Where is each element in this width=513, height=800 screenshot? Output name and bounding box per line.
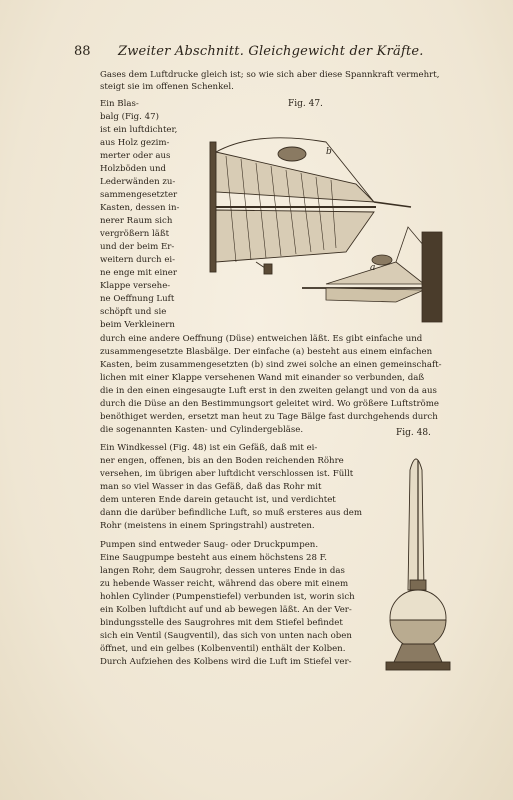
text-line: die sogenannten Kasten- und Cylindergebläse. bbox=[100, 425, 304, 435]
text-line: lichen mit einer Klappe versehenen Wand mit einander so verbunden, daß bbox=[100, 373, 425, 383]
text-line: langen Rohr, dem Saugrohr, dessen unteres Ende in das bbox=[100, 566, 345, 576]
text-line: bindungsstelle des Saugrohres mit dem Stiefel befindet bbox=[100, 618, 343, 628]
text-line: Gases dem Luftdrucke gleich ist; so wie sich aber diese Spannkraft vermehrt, bbox=[100, 70, 440, 80]
text-line: weitern durch ei- bbox=[100, 255, 176, 265]
text-line: ne enge mit einer bbox=[100, 268, 177, 278]
text-line: Holzböden und bbox=[100, 164, 167, 174]
fig47-letter-b: b bbox=[326, 147, 332, 157]
running-title: Zweiter Abschnitt. Gleichgewicht der Kräfte. bbox=[118, 44, 424, 59]
text-line: aus Holz gezim- bbox=[100, 138, 170, 148]
text-line: durch die Düse an den Bestimmungsort geleitet wird. Wo größere Luftströme bbox=[100, 399, 439, 409]
text-line: ne Oeffnung Luft bbox=[100, 294, 175, 304]
text-line: dann die darüber befindliche Luft, so muß ersteres aus dem bbox=[100, 508, 363, 518]
text-line: vergrößern läßt bbox=[100, 229, 170, 239]
text-line: sich ein Ventil (Saugventil), das sich von unten nach oben bbox=[100, 631, 352, 641]
text-line: öffnet, und ein gelbes (Kolbenventil) enthält der Kolben. bbox=[100, 644, 346, 654]
text-line: Klappe versehe- bbox=[100, 281, 171, 291]
text-line: steigt sie im offenen Schenkel. bbox=[100, 82, 234, 92]
air-vessel-illustration bbox=[372, 440, 464, 680]
text-line: Pumpen sind entweder Saug- oder Druckpumpen. bbox=[100, 540, 319, 550]
text-line: Rohr (meistens in einem Springstrahl) austreten. bbox=[100, 521, 315, 531]
text-line: nerer Raum sich bbox=[100, 216, 173, 226]
text-line: Durch Aufziehen des Kolbens wird die Luft im Stiefel ver- bbox=[100, 657, 352, 667]
text-line: Eine Saugpumpe besteht aus einem höchstens 28 F. bbox=[100, 553, 328, 563]
text-line: man so viel Wasser in das Gefäß, daß das Rohr mit bbox=[100, 482, 322, 492]
text-line: benöthiget werden, ersetzt man heut zu Tage Bälge fast durchgehends durch bbox=[100, 412, 438, 422]
text-line: zu hebende Wasser reicht, während das obere mit einem bbox=[100, 579, 349, 589]
text-line: Kasten, beim zusammengesetzten (b) sind zwei solche an einen gemeinschaft- bbox=[100, 360, 442, 370]
text-line: merter oder aus bbox=[100, 151, 171, 161]
text-line: Lederwänden zu- bbox=[100, 177, 176, 187]
text-line: durch eine andere Oeffnung (Düse) entweichen läßt. Es gibt einfache und bbox=[100, 334, 423, 344]
text-line: versehen, im übrigen aber luftdicht verschlossen ist. Füllt bbox=[100, 469, 354, 479]
text-line: schöpft und sie bbox=[100, 307, 167, 317]
text-line: sammengesetzter bbox=[100, 190, 178, 200]
running-header bbox=[74, 44, 454, 62]
text-line: und der beim Er- bbox=[100, 242, 175, 252]
text-line: Ein Windkessel (Fig. 48) ist ein Gefäß, daß mit ei- bbox=[100, 443, 318, 453]
text-line: Ein Blas- bbox=[100, 99, 139, 109]
text-line: balg (Fig. 47) bbox=[100, 112, 159, 122]
fig48-caption: Fig. 48. bbox=[396, 428, 431, 438]
text-line: ner engen, offenen, bis an den Boden reichenden Röhre bbox=[100, 456, 344, 466]
text-line: Kasten, dessen in- bbox=[100, 203, 180, 213]
text-line: zusammengesetzte Blasbälge. Der einfache (a) besteht aus einem einfachen bbox=[100, 347, 433, 357]
text-line: ist ein luftdichter, bbox=[100, 125, 178, 135]
fig47-letter-a: a bbox=[370, 263, 376, 273]
text-line: hohlen Cylinder (Pumpenstiefel) verbunden ist, worin sich bbox=[100, 592, 355, 602]
text-line: ein Kolben luftdicht auf und ab bewegen läßt. An der Ver- bbox=[100, 605, 352, 615]
text-line: die in den einen eingesaugte Luft erst in den zweiten gelangt und von da aus bbox=[100, 386, 437, 396]
page-number: 88 bbox=[74, 44, 91, 59]
text-line: beim Verkleinern bbox=[100, 320, 175, 330]
bellows-illustration bbox=[196, 112, 446, 324]
fig47-caption: Fig. 47. bbox=[288, 99, 323, 109]
text-line: dem unteren Ende darein getaucht ist, und verdichtet bbox=[100, 495, 336, 505]
